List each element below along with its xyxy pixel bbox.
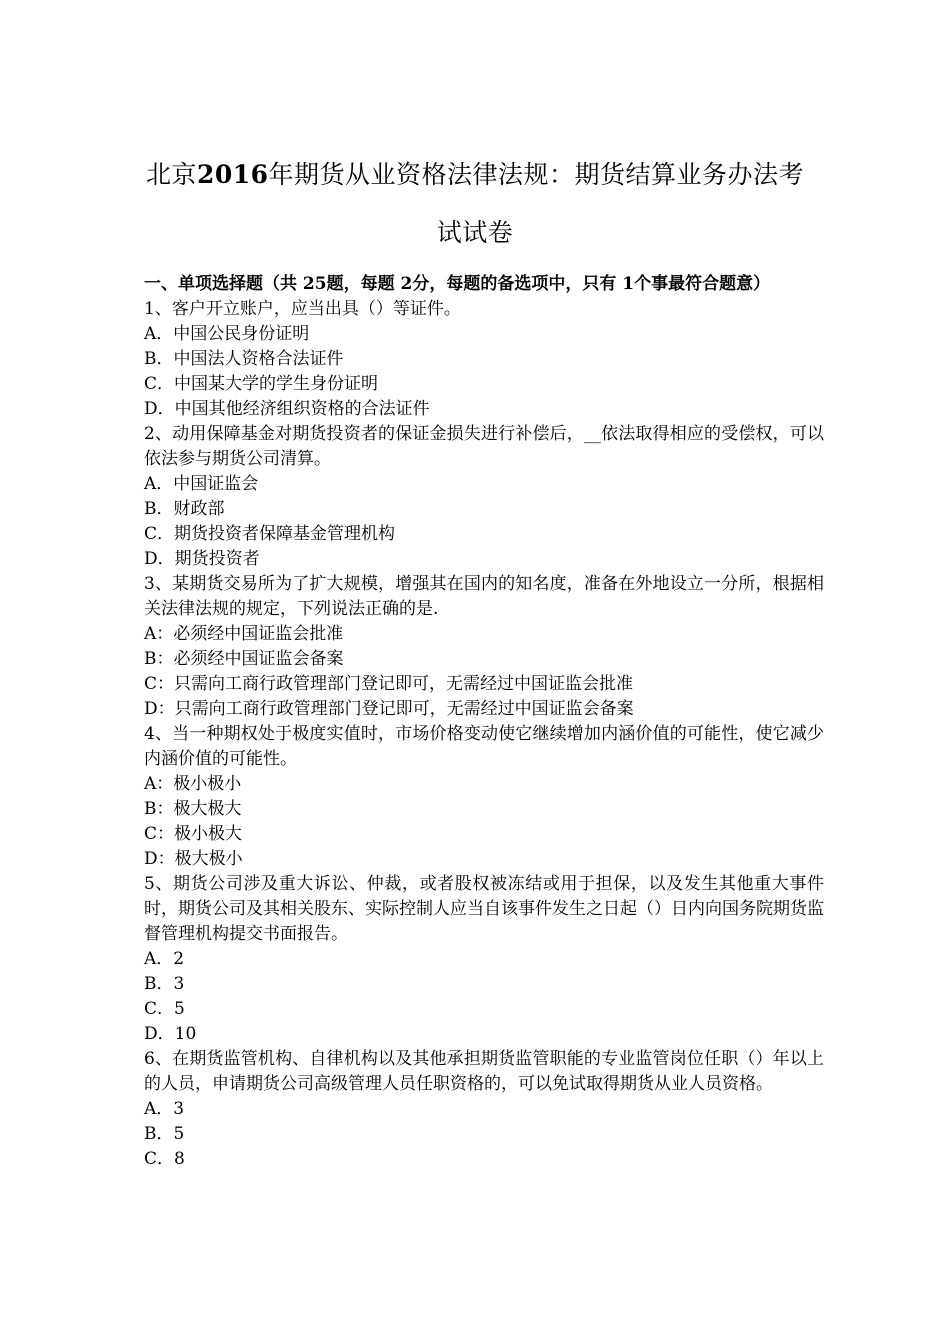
- option-a: A：极小极小: [144, 774, 242, 794]
- option-b: B：极大极大: [144, 799, 242, 819]
- option-a: A．中国公民身份证明: [144, 324, 310, 344]
- question-stem: 5、期货公司涉及重大诉讼、仲裁，或者股权被冻结或用于担保，以及发生其他重大事件时，期货公司及其相关股东、实际控制人应当自该事件发生之日起（）日内向国务院期货监督管理机构提交书面报告。: [144, 874, 824, 944]
- option-d: D．期货投资者: [144, 549, 260, 569]
- option-b: B．财政部: [144, 499, 225, 519]
- option-d: D．10: [144, 1024, 197, 1044]
- question-1: [144, 297, 824, 422]
- section-heading: 一、单项选择题（共 25题，每题 2分，每题的备选项中，只有 1个事最符合题意）: [144, 274, 771, 294]
- title-prefix: 北京: [145, 160, 197, 189]
- question-6: [144, 1047, 824, 1172]
- option-c: C：只需向工商行政管理部门登记即可，无需经过中国证监会批准: [144, 674, 634, 694]
- option-a: A：必须经中国证监会批准: [144, 624, 344, 644]
- question-stem: 2、动用保障基金对期货投资者的保证金损失进行补偿后，__依法取得相应的受偿权，可以依法参与期货公司清算。: [144, 424, 824, 469]
- option-a: A．2: [144, 949, 185, 969]
- question-stem: 3、某期货交易所为了扩大规模，增强其在国内的知名度，准备在外地设立一分所，根据相关法律法规的规定，下列说法正确的是.: [144, 574, 824, 619]
- option-b: B：必须经中国证监会备案: [144, 649, 344, 669]
- option-b: B．中国法人资格合法证件: [144, 349, 344, 369]
- title-line-2: 试试卷: [436, 218, 514, 247]
- question-3: [144, 572, 824, 722]
- option-c: C：极小极大: [144, 824, 243, 844]
- option-b: B．5: [144, 1124, 185, 1144]
- title-year: 2016: [196, 160, 269, 189]
- option-d: D：极大极小: [144, 849, 243, 869]
- option-c: C．期货投资者保障基金管理机构: [144, 524, 396, 544]
- question-stem: 6、在期货监管机构、自律机构以及其他承担期货监管职能的专业监管岗位任职（）年以上的人员，申请期货公司高级管理人员任职资格的，可以免试取得期货从业人员资格。: [144, 1049, 824, 1094]
- question-4: [144, 722, 824, 872]
- option-c: C．中国某大学的学生身份证明: [144, 374, 379, 394]
- title-suffix: 年期货从业资格法律法规：期货结算业务办法考: [268, 160, 805, 189]
- option-a: A．中国证监会: [144, 474, 259, 494]
- document-body: [144, 272, 824, 1172]
- question-stem: 1、客户开立账户，应当出具（）等证件。: [144, 299, 461, 319]
- option-d: D：只需向工商行政管理部门登记即可，无需经过中国证监会备案: [144, 699, 634, 719]
- option-c: C．8: [144, 1149, 185, 1169]
- question-5: [144, 872, 824, 1047]
- question-stem: 4、当一种期权处于极度实值时，市场价格变动使它继续增加内涵价值的可能性，使它减少内涵价值的可能性。: [144, 724, 824, 769]
- option-a: A．3: [144, 1099, 185, 1119]
- question-2: [144, 422, 824, 572]
- document-title: [100, 146, 850, 262]
- option-d: D．中国其他经济组织资格的合法证件: [144, 399, 430, 419]
- option-c: C．5: [144, 999, 185, 1019]
- title-line-1: [100, 146, 850, 204]
- option-b: B．3: [144, 974, 185, 994]
